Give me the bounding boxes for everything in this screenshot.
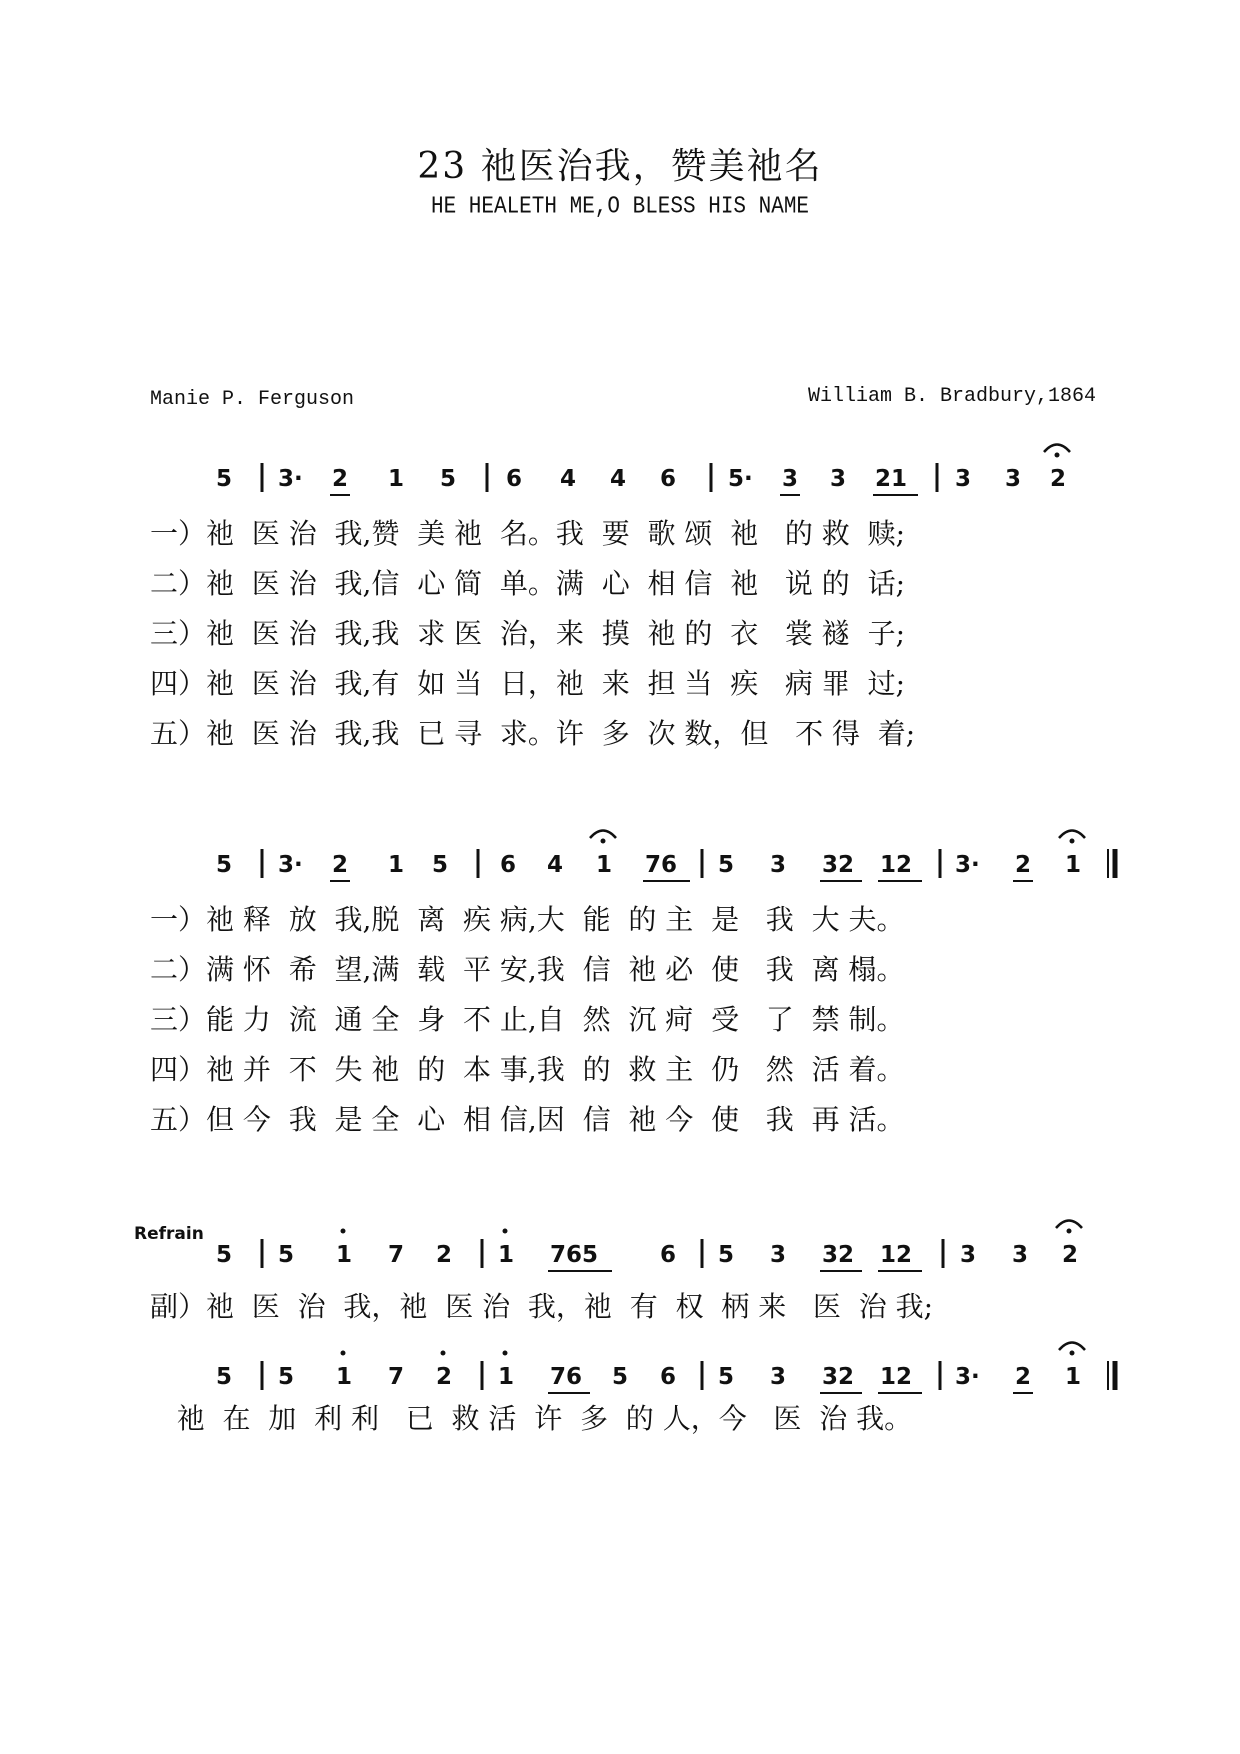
note: 3 xyxy=(1005,466,1022,492)
verse-a-notation xyxy=(0,440,1240,510)
dots xyxy=(341,1351,1075,1356)
high-octave-dot xyxy=(341,1229,346,1234)
note: 2 xyxy=(1062,1242,1079,1268)
note: 3 xyxy=(770,852,787,878)
fermata-icon xyxy=(590,831,616,839)
refrain-label: Refrain xyxy=(134,1224,204,1244)
note: 5 xyxy=(612,1364,629,1390)
lyric-line: 一）祂 释 放 我,脱 离 疾 病,大 能 的 主 是 我 大 夫。 xyxy=(150,903,905,936)
note: 1 xyxy=(1065,1364,1082,1390)
note: 2 xyxy=(1050,466,1067,492)
high-octave-dot xyxy=(1055,453,1060,458)
note: 5 xyxy=(718,1364,735,1390)
note: 76 xyxy=(550,1364,583,1390)
refrain-notation-1 xyxy=(0,1216,1240,1286)
note: 1 xyxy=(388,852,405,878)
lyric-line: 五）但 今 我 是 全 心 相 信,因 信 祂 今 使 我 再 活。 xyxy=(150,1103,905,1136)
note: 5 xyxy=(718,1242,735,1268)
high-octave-dot xyxy=(441,1351,446,1356)
note: 76 xyxy=(645,852,678,878)
note: 12 xyxy=(880,852,913,878)
hymn-english-title: HE HEALETH ME,O BLESS HIS NAME xyxy=(430,194,810,221)
note: 4 xyxy=(610,466,627,492)
note: 5 xyxy=(718,852,735,878)
note: 5 xyxy=(216,1242,233,1268)
note: 1 xyxy=(1065,852,1082,878)
note: 3 xyxy=(1012,1242,1029,1268)
note: 3· xyxy=(278,466,303,492)
high-octave-dot xyxy=(601,839,606,844)
fermata-icon xyxy=(1044,445,1070,453)
verse-a-notes xyxy=(216,466,1066,492)
dots xyxy=(1055,453,1060,458)
refrain-lyric-line-1: 副）祂 医 治 我，祂 医 治 我，祂 有 权 柄 来 医 治 我; xyxy=(150,1290,934,1323)
note: 1 xyxy=(388,466,405,492)
note: 4 xyxy=(547,852,564,878)
note: 6 xyxy=(660,1364,677,1390)
lyric-line: 一）祂 医 治 我,赞 美 祂 名。我 要 歌 颂 祂 的 救 赎; xyxy=(150,517,906,550)
note: 5 xyxy=(440,466,457,492)
note: 1 xyxy=(498,1364,515,1390)
final-barline xyxy=(1108,1361,1115,1390)
lyric-line: 二）满 怀 希 望,满 载 平 安,我 信 祂 必 使 我 离 榻。 xyxy=(150,953,905,986)
note: 32 xyxy=(822,1242,855,1268)
note: 5 xyxy=(216,466,233,492)
note: 1 xyxy=(336,1364,353,1390)
note: 2 xyxy=(1015,1364,1032,1390)
lyric-line: 四）祂 并 不 失 祂 的 本 事,我 的 救 主 仍 然 活 着。 xyxy=(150,1053,905,1086)
lyric-line: 二）祂 医 治 我,信 心 简 单。满 心 相 信 祂 说 的 话; xyxy=(150,567,906,600)
refrain-lyric-line-2: 祂 在 加 利 利 已 救 活 许 多 的 人，今 医 治 我。 xyxy=(150,1402,913,1435)
high-octave-dot xyxy=(503,1351,508,1356)
note: 3 xyxy=(960,1242,977,1268)
composer: William B. Bradbury,1864 xyxy=(808,385,1097,408)
note: 3 xyxy=(782,466,799,492)
fermata-icon xyxy=(1059,1343,1085,1351)
note: 6 xyxy=(660,1242,677,1268)
note: 5 xyxy=(216,852,233,878)
note: 6 xyxy=(506,466,523,492)
note: 12 xyxy=(880,1242,913,1268)
note: 4 xyxy=(560,466,577,492)
note: 3 xyxy=(830,466,847,492)
note: 7 xyxy=(388,1364,405,1390)
fermata-icon xyxy=(1059,831,1085,839)
refrain-notes-1 xyxy=(216,1242,1078,1268)
note: 2 xyxy=(1015,852,1032,878)
verse-b-notes xyxy=(216,852,1081,878)
dots xyxy=(601,839,1075,844)
note: 32 xyxy=(822,852,855,878)
high-octave-dot xyxy=(1070,839,1075,844)
note: 3· xyxy=(955,1364,980,1390)
lyric-line: 三）祂 医 治 我,我 求 医 治，来 摸 祂 的 衣 裳 襚 子; xyxy=(150,617,906,650)
hymn-title: 23 祂医治我，赞美祂名 xyxy=(417,146,823,187)
note: 5 xyxy=(432,852,449,878)
lyric-line: 五）祂 医 治 我,我 已 寻 求。许 多 次 数，但 不 得 着; xyxy=(150,717,916,750)
high-octave-dot xyxy=(341,1351,346,1356)
note: 2 xyxy=(436,1364,453,1390)
note: 1 xyxy=(336,1242,353,1268)
fermata-icon xyxy=(1056,1221,1082,1229)
high-octave-dot xyxy=(503,1229,508,1234)
note: 6 xyxy=(500,852,517,878)
refrain-notes-2 xyxy=(216,1364,1081,1390)
note: 3 xyxy=(770,1242,787,1268)
note: 6 xyxy=(660,466,677,492)
note: 3· xyxy=(278,852,303,878)
note: 2 xyxy=(332,852,349,878)
note: 5 xyxy=(216,1364,233,1390)
high-octave-dot xyxy=(1070,1351,1075,1356)
note: 7 xyxy=(388,1242,405,1268)
note: 3 xyxy=(770,1364,787,1390)
note: 3· xyxy=(955,852,980,878)
high-octave-dot xyxy=(1067,1229,1072,1234)
final-barline xyxy=(1108,849,1115,878)
note: 21 xyxy=(875,466,908,492)
lyricist: Manie P. Ferguson xyxy=(150,388,355,411)
note: 3 xyxy=(955,466,972,492)
note: 2 xyxy=(332,466,349,492)
dots xyxy=(341,1229,1072,1234)
verse-b-notation xyxy=(0,826,1240,896)
note: 5· xyxy=(728,466,753,492)
note: 1 xyxy=(596,852,613,878)
note: 5 xyxy=(278,1242,295,1268)
note: 2 xyxy=(436,1242,453,1268)
note: 5 xyxy=(278,1364,295,1390)
note: 12 xyxy=(880,1364,913,1390)
note: 32 xyxy=(822,1364,855,1390)
note: 1 xyxy=(498,1242,515,1268)
lyric-line: 三）能 力 流 通 全 身 不 止,自 然 沉 疴 受 了 禁 制。 xyxy=(150,1003,905,1036)
note: 765 xyxy=(550,1242,599,1268)
lyric-line: 四）祂 医 治 我,有 如 当 日，祂 来 担 当 疾 病 罪 过; xyxy=(150,667,906,700)
